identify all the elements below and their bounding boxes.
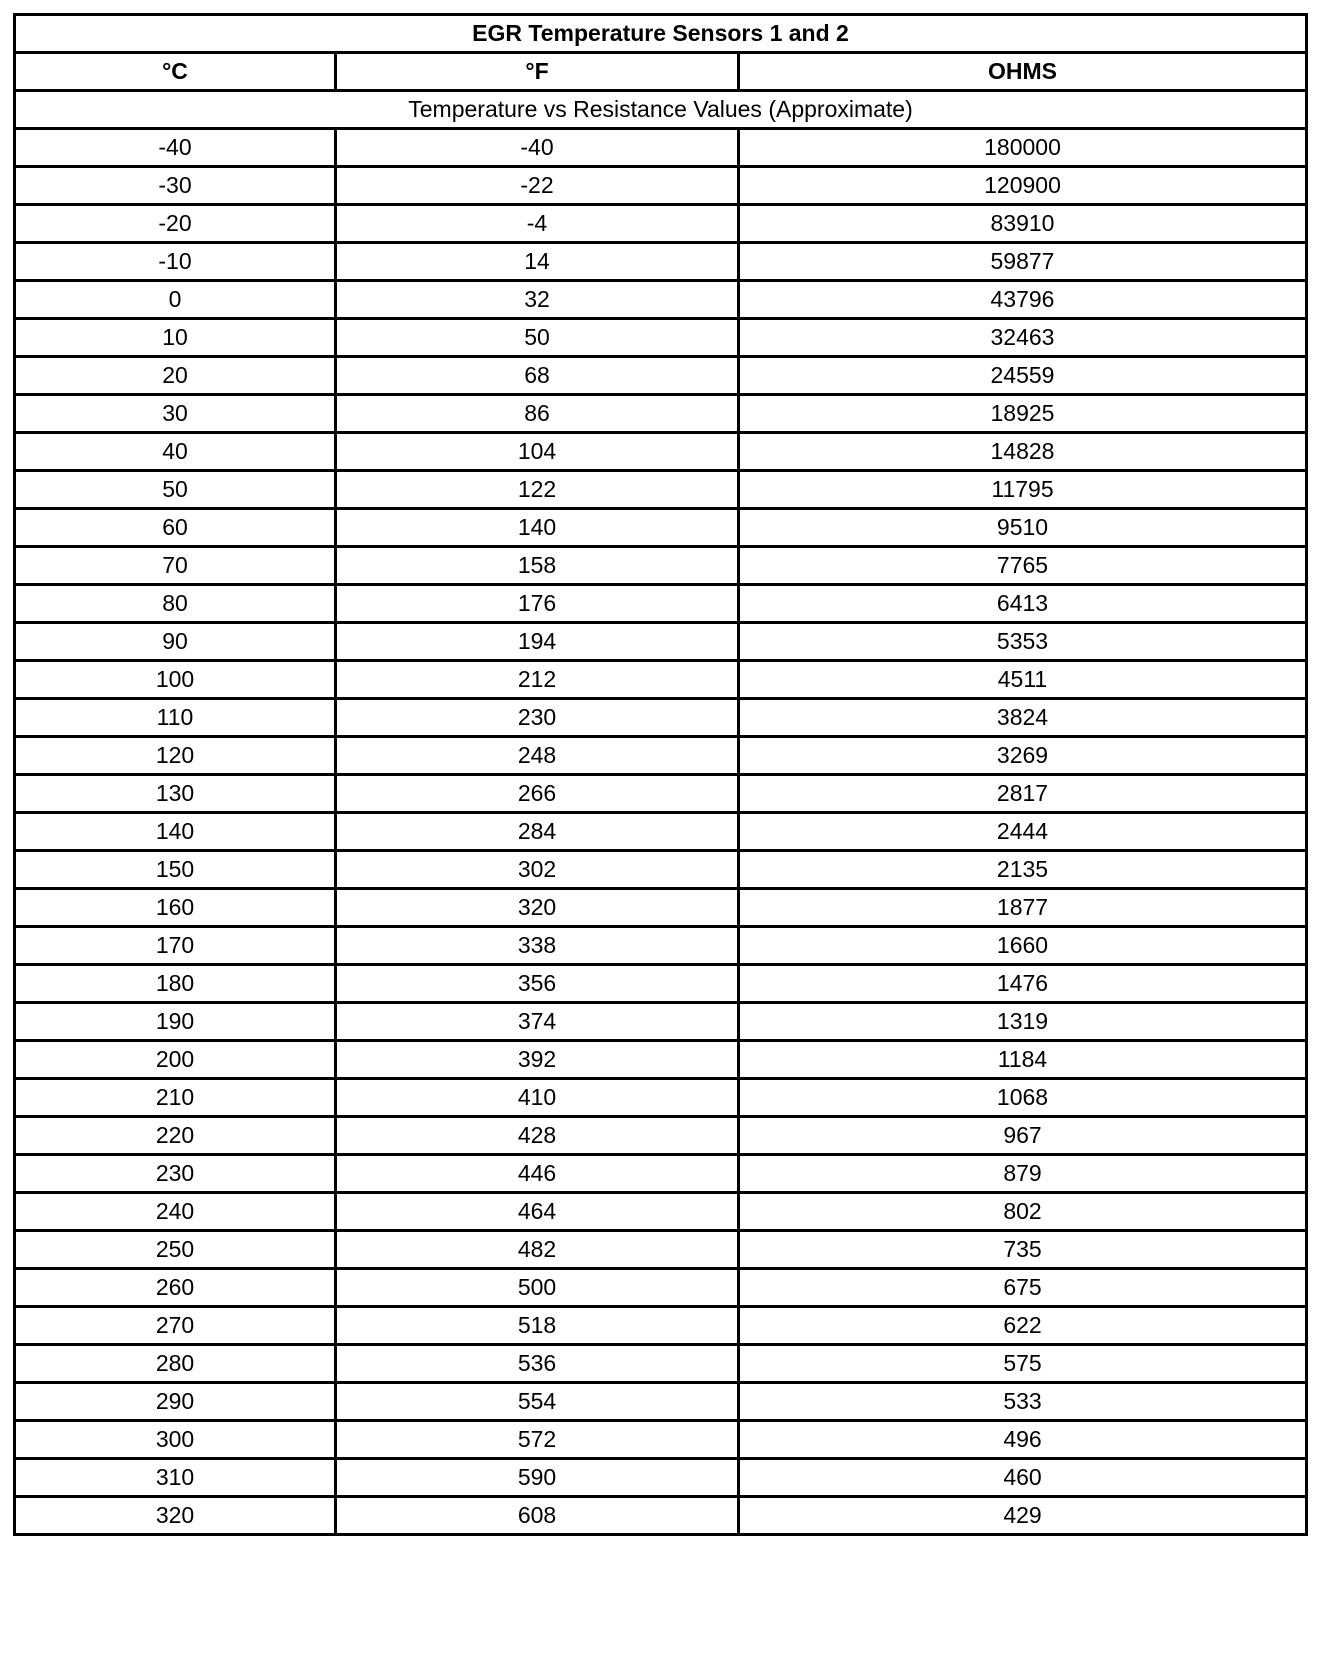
cell-celsius: 130 [15, 775, 336, 813]
cell-celsius: 70 [15, 547, 336, 585]
table-row [15, 1383, 1307, 1421]
cell-ohms: 5353 [739, 623, 1307, 661]
table-row [15, 205, 1307, 243]
table-row [15, 395, 1307, 433]
cell-fahrenheit: 32 [336, 281, 739, 319]
cell-fahrenheit: 212 [336, 661, 739, 699]
cell-fahrenheit: 428 [336, 1117, 739, 1155]
cell-ohms: 2817 [739, 775, 1307, 813]
cell-ohms: 9510 [739, 509, 1307, 547]
cell-ohms: 622 [739, 1307, 1307, 1345]
cell-celsius: 100 [15, 661, 336, 699]
cell-ohms: 429 [739, 1497, 1307, 1535]
table-row [15, 775, 1307, 813]
table-row [15, 1269, 1307, 1307]
table-row [15, 1421, 1307, 1459]
cell-celsius: 240 [15, 1193, 336, 1231]
subtitle-row [15, 91, 1307, 129]
table-row [15, 243, 1307, 281]
cell-ohms: 460 [739, 1459, 1307, 1497]
cell-celsius: 210 [15, 1079, 336, 1117]
table-row [15, 1079, 1307, 1117]
cell-fahrenheit: 284 [336, 813, 739, 851]
cell-fahrenheit: -40 [336, 129, 739, 167]
cell-celsius: 20 [15, 357, 336, 395]
cell-fahrenheit: 356 [336, 965, 739, 1003]
cell-ohms: 43796 [739, 281, 1307, 319]
cell-fahrenheit: 302 [336, 851, 739, 889]
table-row [15, 1345, 1307, 1383]
table-row [15, 1497, 1307, 1535]
cell-fahrenheit: 374 [336, 1003, 739, 1041]
cell-ohms: 802 [739, 1193, 1307, 1231]
cell-fahrenheit: -22 [336, 167, 739, 205]
cell-ohms: 967 [739, 1117, 1307, 1155]
cell-celsius: 80 [15, 585, 336, 623]
cell-ohms: 4511 [739, 661, 1307, 699]
table-row [15, 471, 1307, 509]
table-row [15, 1155, 1307, 1193]
table-row [15, 661, 1307, 699]
cell-celsius: 110 [15, 699, 336, 737]
cell-fahrenheit: 482 [336, 1231, 739, 1269]
cell-celsius: 200 [15, 1041, 336, 1079]
cell-ohms: 575 [739, 1345, 1307, 1383]
cell-fahrenheit: 104 [336, 433, 739, 471]
table-row [15, 167, 1307, 205]
cell-fahrenheit: 86 [336, 395, 739, 433]
cell-ohms: 1877 [739, 889, 1307, 927]
cell-celsius: 30 [15, 395, 336, 433]
cell-fahrenheit: 410 [336, 1079, 739, 1117]
cell-celsius: 10 [15, 319, 336, 357]
cell-ohms: 32463 [739, 319, 1307, 357]
table-body [15, 129, 1307, 1535]
header-row [15, 53, 1307, 91]
cell-ohms: 14828 [739, 433, 1307, 471]
table-row [15, 585, 1307, 623]
cell-celsius: 300 [15, 1421, 336, 1459]
table-row [15, 889, 1307, 927]
cell-ohms: 1184 [739, 1041, 1307, 1079]
cell-celsius: 320 [15, 1497, 336, 1535]
cell-ohms: 6413 [739, 585, 1307, 623]
cell-fahrenheit: -4 [336, 205, 739, 243]
table-subtitle: Temperature vs Resistance Values (Approximate) [15, 91, 1307, 129]
cell-ohms: 18925 [739, 395, 1307, 433]
cell-celsius: 180 [15, 965, 336, 1003]
cell-ohms: 3824 [739, 699, 1307, 737]
table-row [15, 357, 1307, 395]
cell-ohms: 180000 [739, 129, 1307, 167]
cell-celsius: 230 [15, 1155, 336, 1193]
cell-ohms: 24559 [739, 357, 1307, 395]
cell-celsius: 40 [15, 433, 336, 471]
cell-ohms: 3269 [739, 737, 1307, 775]
table-row [15, 813, 1307, 851]
cell-fahrenheit: 158 [336, 547, 739, 585]
cell-celsius: 60 [15, 509, 336, 547]
cell-ohms: 735 [739, 1231, 1307, 1269]
cell-fahrenheit: 500 [336, 1269, 739, 1307]
cell-celsius: 170 [15, 927, 336, 965]
cell-fahrenheit: 518 [336, 1307, 739, 1345]
cell-fahrenheit: 446 [336, 1155, 739, 1193]
table-row [15, 509, 1307, 547]
cell-celsius: 120 [15, 737, 336, 775]
table-row [15, 927, 1307, 965]
cell-ohms: 2444 [739, 813, 1307, 851]
cell-fahrenheit: 572 [336, 1421, 739, 1459]
cell-celsius: 160 [15, 889, 336, 927]
table-row [15, 1041, 1307, 1079]
cell-ohms: 59877 [739, 243, 1307, 281]
table-row [15, 1117, 1307, 1155]
header-fahrenheit: °F [336, 53, 739, 91]
cell-fahrenheit: 392 [336, 1041, 739, 1079]
cell-ohms: 533 [739, 1383, 1307, 1421]
table-row [15, 1003, 1307, 1041]
table-row [15, 623, 1307, 661]
table-row [15, 281, 1307, 319]
table-row [15, 1307, 1307, 1345]
table-row [15, 129, 1307, 167]
cell-fahrenheit: 266 [336, 775, 739, 813]
cell-fahrenheit: 14 [336, 243, 739, 281]
cell-celsius: 260 [15, 1269, 336, 1307]
cell-ohms: 1068 [739, 1079, 1307, 1117]
egr-temperature-table [13, 13, 1308, 1536]
cell-fahrenheit: 590 [336, 1459, 739, 1497]
cell-fahrenheit: 122 [336, 471, 739, 509]
table-row [15, 965, 1307, 1003]
cell-fahrenheit: 230 [336, 699, 739, 737]
cell-celsius: 250 [15, 1231, 336, 1269]
table-row [15, 319, 1307, 357]
cell-ohms: 83910 [739, 205, 1307, 243]
cell-celsius: 220 [15, 1117, 336, 1155]
cell-fahrenheit: 68 [336, 357, 739, 395]
cell-celsius: 0 [15, 281, 336, 319]
table-row [15, 737, 1307, 775]
cell-fahrenheit: 464 [336, 1193, 739, 1231]
cell-celsius: 310 [15, 1459, 336, 1497]
cell-fahrenheit: 608 [336, 1497, 739, 1535]
header-ohms: OHMS [739, 53, 1307, 91]
table-row [15, 1193, 1307, 1231]
cell-ohms: 1660 [739, 927, 1307, 965]
table-row [15, 1459, 1307, 1497]
cell-ohms: 120900 [739, 167, 1307, 205]
cell-ohms: 2135 [739, 851, 1307, 889]
table-row [15, 433, 1307, 471]
cell-celsius: -10 [15, 243, 336, 281]
cell-celsius: 190 [15, 1003, 336, 1041]
cell-celsius: 270 [15, 1307, 336, 1345]
cell-fahrenheit: 176 [336, 585, 739, 623]
cell-ohms: 7765 [739, 547, 1307, 585]
cell-celsius: 290 [15, 1383, 336, 1421]
cell-fahrenheit: 338 [336, 927, 739, 965]
cell-celsius: 280 [15, 1345, 336, 1383]
table-row [15, 851, 1307, 889]
table-title: EGR Temperature Sensors 1 and 2 [15, 15, 1307, 53]
cell-celsius: -30 [15, 167, 336, 205]
cell-fahrenheit: 248 [336, 737, 739, 775]
cell-ohms: 11795 [739, 471, 1307, 509]
cell-ohms: 496 [739, 1421, 1307, 1459]
cell-fahrenheit: 536 [336, 1345, 739, 1383]
cell-fahrenheit: 194 [336, 623, 739, 661]
cell-celsius: 150 [15, 851, 336, 889]
cell-ohms: 675 [739, 1269, 1307, 1307]
cell-ohms: 1476 [739, 965, 1307, 1003]
table-row [15, 1231, 1307, 1269]
cell-celsius: 90 [15, 623, 336, 661]
cell-ohms: 879 [739, 1155, 1307, 1193]
table-row [15, 699, 1307, 737]
cell-celsius: -40 [15, 129, 336, 167]
table-row [15, 547, 1307, 585]
header-celsius: °C [15, 53, 336, 91]
cell-celsius: 140 [15, 813, 336, 851]
title-row [15, 15, 1307, 53]
cell-celsius: -20 [15, 205, 336, 243]
cell-fahrenheit: 140 [336, 509, 739, 547]
cell-fahrenheit: 554 [336, 1383, 739, 1421]
cell-ohms: 1319 [739, 1003, 1307, 1041]
cell-fahrenheit: 320 [336, 889, 739, 927]
cell-celsius: 50 [15, 471, 336, 509]
cell-fahrenheit: 50 [336, 319, 739, 357]
